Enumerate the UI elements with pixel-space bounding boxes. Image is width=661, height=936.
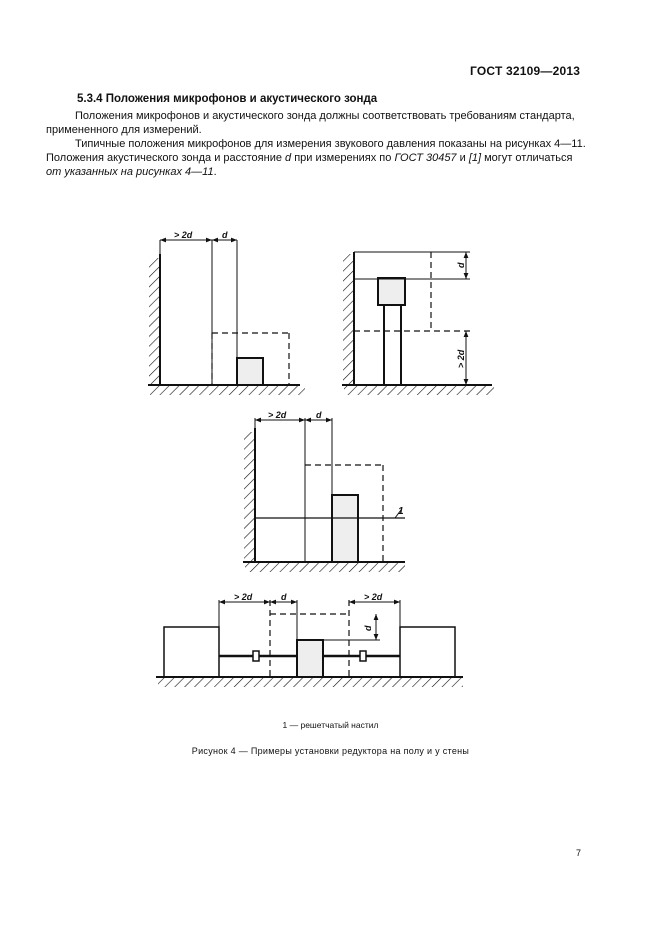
gearbox-b bbox=[378, 278, 405, 305]
coupling-right bbox=[360, 651, 366, 661]
figure-legend: 1 — решетчатый настил bbox=[282, 720, 379, 730]
diagram-a bbox=[148, 240, 305, 395]
dim-label-d-d-top: d bbox=[281, 592, 287, 602]
dim-label-2d-d-left: > 2d bbox=[234, 592, 253, 602]
floor-hatch-d bbox=[158, 678, 463, 687]
wall-hatch-a bbox=[149, 258, 159, 385]
floor-hatch-b bbox=[344, 386, 494, 395]
dim-label-2d-d-right: > 2d bbox=[364, 592, 383, 602]
dim-label-2d-a: > 2d bbox=[174, 230, 193, 240]
gearbox-a bbox=[237, 358, 263, 385]
coupling-left bbox=[253, 651, 259, 661]
dim-label-2d-c: > 2d bbox=[268, 410, 287, 420]
page-number: 7 bbox=[576, 848, 582, 858]
diagram-b bbox=[342, 252, 494, 395]
callout-1: 1 bbox=[398, 506, 404, 517]
dim-label-d-a: d bbox=[222, 230, 228, 240]
gearbox-c bbox=[332, 495, 358, 562]
floor-hatch-c bbox=[245, 563, 405, 572]
motor-left bbox=[164, 627, 219, 677]
diagram-d bbox=[156, 600, 463, 687]
dim-label-d-b: d bbox=[456, 262, 466, 268]
dim-label-d-d-side: d bbox=[363, 625, 373, 631]
dim-label-2d-b: > 2d bbox=[456, 349, 466, 368]
dim-label-d-c: d bbox=[316, 410, 322, 420]
section-title: 5.3.4 Положения микрофонов и акустического зонда bbox=[77, 93, 378, 105]
document-code: ГОСТ 32109—2013 bbox=[470, 64, 581, 78]
figure-caption: Рисунок 4 — Примеры установки редуктора на полу и у стены bbox=[191, 746, 470, 756]
paragraph-2: Типичные положения микрофонов для измерения звукового давления показаны на рисунках 4—11. Положения акустического зонда и расстояние d при измерениях по ГОСТ 30457 и [1] могут отличаться от указанных на рисунках 4—11. bbox=[46, 138, 586, 178]
paragraph-1: Положения микрофонов и акустического зонда должны соответствовать требованиям стандарта, примененного для измерений. bbox=[46, 110, 575, 136]
wall-hatch-c bbox=[244, 432, 254, 562]
gearbox-d bbox=[297, 640, 323, 677]
floor-hatch-a bbox=[150, 386, 305, 395]
machine-right bbox=[400, 627, 455, 677]
diagram-c bbox=[243, 418, 405, 572]
wall-hatch-b bbox=[343, 254, 353, 385]
